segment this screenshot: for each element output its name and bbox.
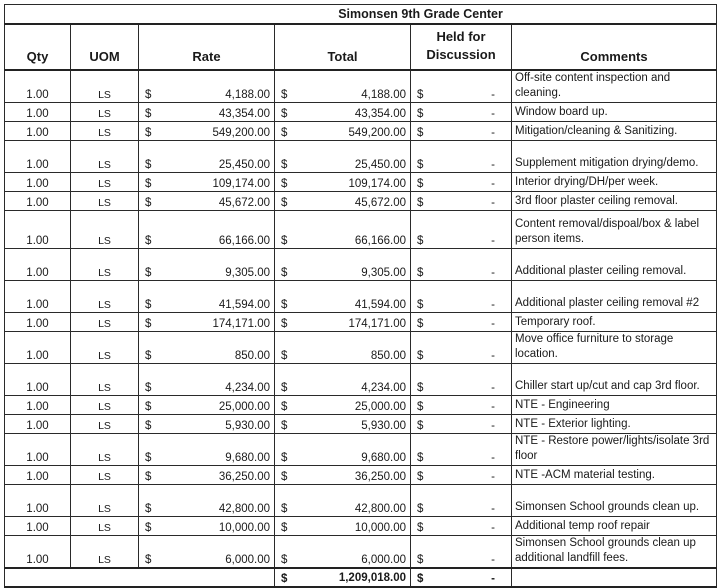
held-value: - (491, 159, 495, 171)
rate-value: 42,800.00 (218, 503, 270, 515)
uom-cell: LS (71, 332, 139, 364)
comment-cell: NTE -ACM material testing. (512, 466, 717, 485)
table-title-text: Simonsen 9th Grade Center (338, 7, 503, 21)
currency-symbol: $ (281, 235, 288, 247)
currency-symbol: $ (145, 127, 152, 139)
total-value: 9,305.00 (361, 267, 406, 279)
total-value: 10,000.00 (354, 522, 406, 534)
currency-symbol: $ (145, 452, 152, 464)
currency-symbol: $ (145, 401, 152, 413)
currency-symbol: $ (145, 382, 152, 394)
held-cell (411, 192, 512, 211)
held-value: - (491, 127, 495, 139)
held-cell (411, 173, 512, 192)
total-value: 45,672.00 (354, 197, 406, 209)
qty-cell: 1.00 (5, 466, 71, 485)
table-row (5, 415, 717, 434)
total-cell (275, 211, 411, 249)
grand-total-cell (275, 568, 411, 587)
rate-value: 9,680.00 (225, 452, 270, 464)
qty-cell: 1.00 (5, 141, 71, 173)
rate-cell (139, 173, 275, 192)
qty-cell: 1.00 (5, 70, 71, 103)
rate-cell (139, 192, 275, 211)
qty-cell: 1.00 (5, 211, 71, 249)
table-row (5, 122, 717, 141)
held-value: - (491, 318, 495, 330)
rate-cell (139, 122, 275, 141)
comment-cell: Off-site content inspection and cleaning. (512, 70, 717, 103)
table-row (5, 485, 717, 517)
currency-symbol: $ (145, 89, 152, 101)
uom-cell: LS (71, 485, 139, 517)
currency-symbol: $ (281, 573, 288, 585)
total-cell (275, 141, 411, 173)
currency-symbol: $ (281, 420, 288, 432)
currency-symbol: $ (145, 420, 152, 432)
currency-symbol: $ (417, 108, 424, 120)
total-value: 174,171.00 (348, 318, 406, 330)
total-value: 9,680.00 (361, 452, 406, 464)
total-cell (275, 281, 411, 313)
qty-cell: 1.00 (5, 517, 71, 536)
total-cell (275, 70, 411, 103)
cost-table (4, 4, 717, 588)
comment-cell: Move office furniture to storage location. (512, 332, 717, 364)
comment-cell: Chiller start up/cut and cap 3rd floor. (512, 364, 717, 396)
total-cell (275, 122, 411, 141)
uom-cell: LS (71, 466, 139, 485)
uom-cell: LS (71, 192, 139, 211)
uom-cell: LS (71, 434, 139, 466)
held-value: - (491, 89, 495, 101)
currency-symbol: $ (417, 452, 424, 464)
currency-symbol: $ (145, 522, 152, 534)
currency-symbol: $ (145, 267, 152, 279)
rate-value: 43,354.00 (218, 108, 270, 120)
rate-value: 66,166.00 (218, 235, 270, 247)
table-row (5, 249, 717, 281)
header-qty: Qty (5, 24, 71, 70)
total-cell (275, 536, 411, 569)
total-cell (275, 415, 411, 434)
currency-symbol: $ (281, 178, 288, 190)
rate-cell (139, 103, 275, 122)
currency-symbol: $ (281, 554, 288, 566)
held-value: - (491, 522, 495, 534)
total-value: 41,594.00 (354, 299, 406, 311)
qty-cell: 1.00 (5, 415, 71, 434)
total-cell (275, 466, 411, 485)
rate-value: 45,672.00 (218, 197, 270, 209)
held-cell (411, 517, 512, 536)
uom-cell: LS (71, 313, 139, 332)
held-value: - (491, 452, 495, 464)
currency-symbol: $ (145, 178, 152, 190)
held-cell (411, 313, 512, 332)
held-cell (411, 281, 512, 313)
held-value: - (491, 471, 495, 483)
currency-symbol: $ (417, 89, 424, 101)
header-rate: Rate (139, 24, 275, 70)
table-row (5, 211, 717, 249)
held-cell (411, 122, 512, 141)
uom-cell: LS (71, 141, 139, 173)
held-cell (411, 211, 512, 249)
qty-cell: 1.00 (5, 396, 71, 415)
comment-cell: Interior drying/DH/per week. (512, 173, 717, 192)
currency-symbol: $ (417, 299, 424, 311)
rate-value: 4,234.00 (225, 382, 270, 394)
rate-value: 5,930.00 (225, 420, 270, 432)
total-value: 4,234.00 (361, 382, 406, 394)
total-value: 5,930.00 (361, 420, 406, 432)
rate-cell (139, 70, 275, 103)
total-cell (275, 173, 411, 192)
held-cell (411, 364, 512, 396)
total-value: 6,000.00 (361, 554, 406, 566)
header-row (5, 24, 717, 70)
header-held-line2: Discussion (426, 47, 496, 62)
currency-symbol: $ (417, 159, 424, 171)
currency-symbol: $ (417, 522, 424, 534)
currency-symbol: $ (417, 420, 424, 432)
comment-cell: NTE - Exterior lighting. (512, 415, 717, 434)
rate-cell (139, 281, 275, 313)
currency-symbol: $ (145, 197, 152, 209)
currency-symbol: $ (281, 197, 288, 209)
table-row (5, 173, 717, 192)
rate-value: 4,188.00 (225, 89, 270, 101)
held-cell (411, 434, 512, 466)
currency-symbol: $ (281, 299, 288, 311)
held-cell (411, 415, 512, 434)
total-value: 43,354.00 (354, 108, 406, 120)
uom-cell: LS (71, 396, 139, 415)
qty-cell: 1.00 (5, 173, 71, 192)
total-value: 850.00 (370, 350, 406, 362)
cost-table-sheet (4, 4, 716, 588)
table-title (5, 5, 717, 25)
currency-symbol: $ (145, 554, 152, 566)
table-row (5, 517, 717, 536)
currency-symbol: $ (145, 235, 152, 247)
currency-symbol: $ (417, 503, 424, 515)
rate-cell (139, 313, 275, 332)
table-row (5, 396, 717, 415)
currency-symbol: $ (281, 318, 288, 330)
rate-cell (139, 415, 275, 434)
qty-cell: 1.00 (5, 122, 71, 141)
held-value: - (491, 197, 495, 209)
rate-value: 109,174.00 (212, 178, 270, 190)
currency-symbol: $ (417, 318, 424, 330)
rate-cell (139, 485, 275, 517)
currency-symbol: $ (281, 452, 288, 464)
header-held-line1: Held for (436, 29, 486, 44)
comment-cell: Simonsen School grounds clean up additional landfill fees. (512, 536, 717, 569)
held-total-value: - (491, 573, 495, 585)
currency-symbol: $ (417, 235, 424, 247)
held-value: - (491, 554, 495, 566)
grand-total-value: 1,209,018.00 (338, 571, 406, 584)
currency-symbol: $ (145, 503, 152, 515)
held-total-cell (411, 568, 512, 587)
table-row (5, 466, 717, 485)
currency-symbol: $ (417, 382, 424, 394)
rate-cell (139, 434, 275, 466)
comment-cell: Window board up. (512, 103, 717, 122)
table-body (5, 70, 717, 568)
uom-cell: LS (71, 173, 139, 192)
currency-symbol: $ (281, 89, 288, 101)
table-row (5, 332, 717, 364)
uom-cell: LS (71, 517, 139, 536)
held-cell (411, 536, 512, 569)
currency-symbol: $ (417, 267, 424, 279)
uom-cell: LS (71, 536, 139, 569)
comment-cell: Temporary roof. (512, 313, 717, 332)
table-row (5, 434, 717, 466)
total-cell (275, 313, 411, 332)
rate-cell (139, 517, 275, 536)
comment-cell: Simonsen School grounds clean up. (512, 485, 717, 517)
total-cell (275, 396, 411, 415)
total-value: 66,166.00 (354, 235, 406, 247)
rate-value: 6,000.00 (225, 554, 270, 566)
rate-value: 25,450.00 (218, 159, 270, 171)
currency-symbol: $ (145, 350, 152, 362)
currency-symbol: $ (417, 350, 424, 362)
rate-cell (139, 332, 275, 364)
header-uom: UOM (71, 24, 139, 70)
currency-symbol: $ (417, 127, 424, 139)
qty-cell: 1.00 (5, 249, 71, 281)
rate-value: 9,305.00 (225, 267, 270, 279)
held-value: - (491, 503, 495, 515)
currency-symbol: $ (281, 401, 288, 413)
currency-symbol: $ (281, 503, 288, 515)
held-value: - (491, 350, 495, 362)
total-cell (275, 249, 411, 281)
uom-cell: LS (71, 70, 139, 103)
qty-cell: 1.00 (5, 536, 71, 569)
total-cell (275, 332, 411, 364)
rate-cell (139, 536, 275, 569)
total-value: 42,800.00 (354, 503, 406, 515)
uom-cell: LS (71, 364, 139, 396)
held-value: - (491, 108, 495, 120)
currency-symbol: $ (417, 573, 424, 585)
currency-symbol: $ (417, 197, 424, 209)
currency-symbol: $ (281, 108, 288, 120)
held-value: - (491, 420, 495, 432)
comment-cell: NTE - Restore power/lights/isolate 3rd floor (512, 434, 717, 466)
totals-row (5, 568, 717, 587)
rate-cell (139, 466, 275, 485)
total-value: 549,200.00 (348, 127, 406, 139)
rate-value: 174,171.00 (212, 318, 270, 330)
comment-cell: 3rd floor plaster ceiling removal. (512, 192, 717, 211)
held-cell (411, 103, 512, 122)
qty-cell: 1.00 (5, 364, 71, 396)
rate-cell (139, 211, 275, 249)
uom-cell: LS (71, 122, 139, 141)
total-cell (275, 103, 411, 122)
comment-cell: Content removal/dispoal/box & label person items. (512, 211, 717, 249)
currency-symbol: $ (281, 350, 288, 362)
comment-cell: Additional plaster ceiling removal. (512, 249, 717, 281)
qty-cell: 1.00 (5, 281, 71, 313)
total-value: 25,450.00 (354, 159, 406, 171)
currency-symbol: $ (417, 554, 424, 566)
table-row (5, 141, 717, 173)
comment-cell: Additional plaster ceiling removal #2 (512, 281, 717, 313)
total-cell (275, 434, 411, 466)
currency-symbol: $ (281, 267, 288, 279)
comment-cell: Additional temp roof repair (512, 517, 717, 536)
held-cell (411, 466, 512, 485)
header-held-for-discussion (411, 24, 512, 70)
currency-symbol: $ (417, 471, 424, 483)
held-value: - (491, 235, 495, 247)
held-cell (411, 332, 512, 364)
held-cell (411, 249, 512, 281)
uom-cell: LS (71, 281, 139, 313)
held-value: - (491, 178, 495, 190)
rate-value: 41,594.00 (218, 299, 270, 311)
table-row (5, 313, 717, 332)
currency-symbol: $ (281, 522, 288, 534)
qty-cell: 1.00 (5, 192, 71, 211)
currency-symbol: $ (145, 318, 152, 330)
table-row (5, 364, 717, 396)
held-value: - (491, 382, 495, 394)
held-cell (411, 70, 512, 103)
rate-value: 10,000.00 (218, 522, 270, 534)
table-row (5, 70, 717, 103)
currency-symbol: $ (417, 401, 424, 413)
table-row (5, 103, 717, 122)
total-value: 109,174.00 (348, 178, 406, 190)
total-cell (275, 364, 411, 396)
currency-symbol: $ (281, 127, 288, 139)
qty-cell: 1.00 (5, 332, 71, 364)
currency-symbol: $ (145, 159, 152, 171)
table-row (5, 281, 717, 313)
comment-cell: NTE - Engineering (512, 396, 717, 415)
currency-symbol: $ (281, 159, 288, 171)
rate-cell (139, 141, 275, 173)
comment-cell: Supplement mitigation drying/demo. (512, 141, 717, 173)
header-comments: Comments (512, 24, 717, 70)
header-total: Total (275, 24, 411, 70)
total-cell (275, 485, 411, 517)
uom-cell: LS (71, 211, 139, 249)
rate-cell (139, 396, 275, 415)
total-cell (275, 192, 411, 211)
rate-cell (139, 249, 275, 281)
uom-cell: LS (71, 249, 139, 281)
title-row (5, 5, 717, 25)
held-cell (411, 485, 512, 517)
uom-cell: LS (71, 415, 139, 434)
currency-symbol: $ (281, 471, 288, 483)
currency-symbol: $ (145, 471, 152, 483)
currency-symbol: $ (145, 108, 152, 120)
currency-symbol: $ (145, 299, 152, 311)
rate-value: 36,250.00 (218, 471, 270, 483)
currency-symbol: $ (281, 382, 288, 394)
table-row (5, 192, 717, 211)
held-value: - (491, 401, 495, 413)
rate-value: 25,000.00 (218, 401, 270, 413)
totals-comment-blank (512, 568, 717, 587)
total-value: 25,000.00 (354, 401, 406, 413)
rate-value: 549,200.00 (212, 127, 270, 139)
rate-cell (139, 364, 275, 396)
uom-cell: LS (71, 103, 139, 122)
total-cell (275, 517, 411, 536)
qty-cell: 1.00 (5, 485, 71, 517)
held-value: - (491, 299, 495, 311)
held-value: - (491, 267, 495, 279)
rate-value: 850.00 (234, 350, 270, 362)
totals-label-blank (5, 568, 275, 587)
total-value: 36,250.00 (354, 471, 406, 483)
qty-cell: 1.00 (5, 434, 71, 466)
table-row (5, 536, 717, 569)
held-cell (411, 396, 512, 415)
comment-cell: Mitigation/cleaning & Sanitizing. (512, 122, 717, 141)
qty-cell: 1.00 (5, 103, 71, 122)
qty-cell: 1.00 (5, 313, 71, 332)
held-cell (411, 141, 512, 173)
currency-symbol: $ (417, 178, 424, 190)
total-value: 4,188.00 (361, 89, 406, 101)
